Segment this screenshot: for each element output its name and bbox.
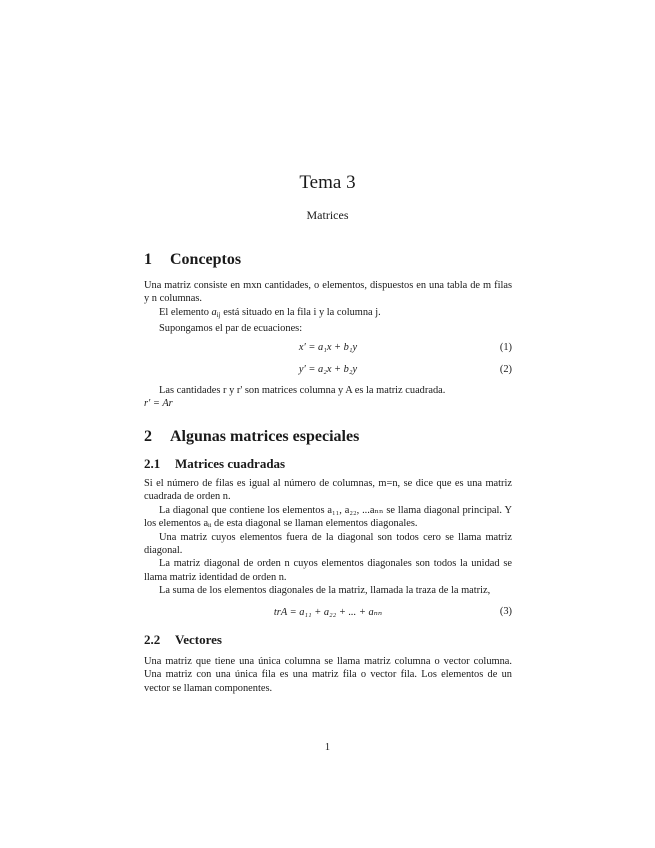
equation-label: (2): [499, 364, 512, 375]
paragraph: La suma de los elementos diagonales de la matriz, llamada la traza de la matriz,: [159, 585, 491, 597]
paragraph: La diagonal que contiene los elementos a₁₁, a₂₂, ...aₙₙ se llama diagonal principal. Y los elementos aᵢᵢ de esta diagonal se llaman elementos diagonales.: [144, 504, 512, 530]
inline-equation: r′ = Ar: [144, 398, 173, 410]
paragraph: Una matriz cuyos elementos fuera de la diagonal son todos cero se llama matriz diagonal.: [144, 531, 512, 557]
paragraph: Supongamos el par de ecuaciones:: [159, 323, 303, 335]
document-title: Tema 3: [299, 172, 356, 193]
paragraph: Las cantidades r y r' son matrices columna y A es la matriz cuadrada.: [159, 385, 446, 396]
section-number: 1: [144, 251, 152, 268]
subsection-heading-matrices-cuadradas: [144, 456, 285, 472]
equation-3: [144, 606, 512, 620]
section-1-paragraphs: [144, 279, 512, 336]
equation-label: (3): [499, 606, 512, 617]
subsection-number: 2.2: [144, 632, 161, 647]
section-1-closing: [144, 384, 512, 411]
paragraph: La matriz diagonal de orden n cuyos elementos diagonales son todos la unidad se llama matriz identidad de orden n.: [144, 558, 512, 583]
subsection-number: 2.1: [144, 456, 161, 471]
subsection-2-2-paragraphs: [144, 655, 512, 695]
paragraph: Una matriz consiste en mxn cantidades, o elementos, dispuestos en una tabla de m filas y n columnas.: [144, 280, 512, 305]
equation-label: (1): [499, 342, 512, 353]
subsection-2-1-paragraphs: [144, 477, 512, 598]
equation-body: y′ = a₂x + b₂y: [298, 364, 358, 375]
equation-1: [144, 342, 512, 356]
equation-body: x′ = a₁x + b₁y: [298, 342, 358, 353]
subsection-title: Matrices cuadradas: [175, 456, 286, 471]
equation-2: [144, 364, 512, 378]
paragraph: El elemento $a_{ij}$ está situado en la fila i y la columna j.: [159, 306, 381, 319]
section-heading-algunas-matrices: [144, 428, 359, 446]
page-number: 1: [324, 742, 331, 753]
section-heading-conceptos: [144, 251, 241, 269]
section-title: Conceptos: [170, 251, 242, 268]
paragraph: Si el número de filas es igual al número de columnas, m=n, se dice que es una matriz cuadrada de orden n.: [144, 478, 512, 503]
subsection-title: Vectores: [175, 632, 222, 647]
equation-body: trA = a₁₁ + a₂₂ + ... + aₙₙ: [273, 607, 383, 618]
subsection-heading-vectores: [144, 632, 222, 648]
section-title: Algunas matrices especiales: [170, 428, 360, 445]
document-subtitle: Matrices: [306, 208, 349, 222]
paragraph: Una matriz que tiene una única columna se llama matriz columna o vector columna. Una matriz con una única fila es una matriz fila o vector fila. Los elementos de un vector se llaman componentes.: [144, 656, 512, 694]
section-number: 2: [144, 428, 152, 445]
